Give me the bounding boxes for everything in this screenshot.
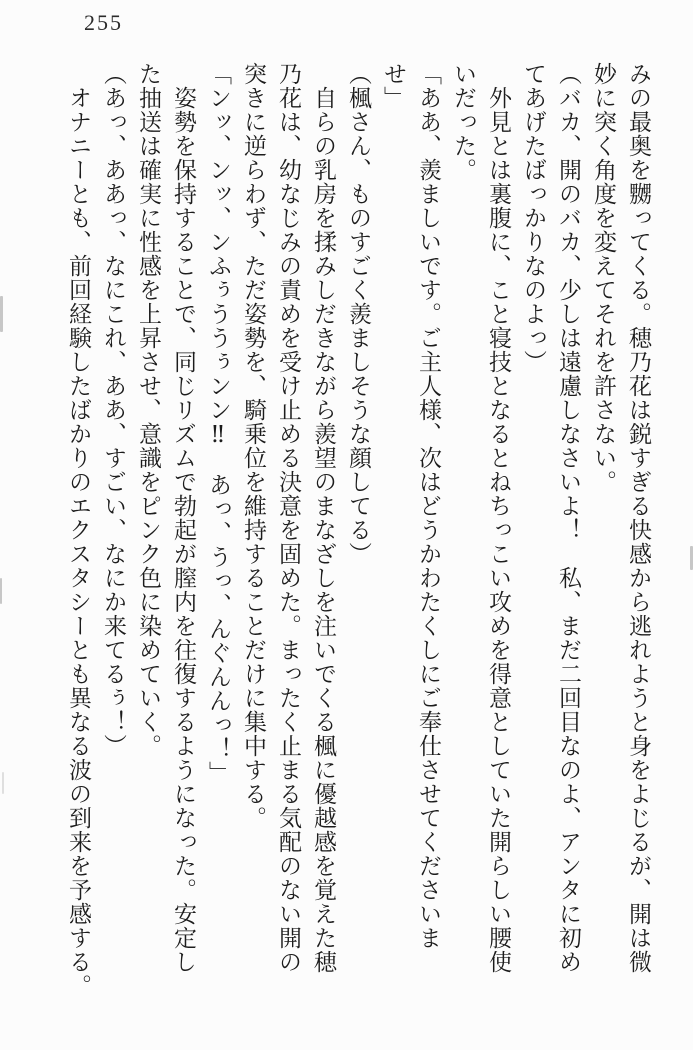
- text-line: た抽送は確実に性感を上昇させ、意識をピンク色に染めていく。: [135, 62, 161, 758]
- text-line: 突きに逆らわず、ただ姿勢を、騎乗位を維持することだけに集中する。: [240, 62, 266, 830]
- text-line: てあげたばっかりなのよっ）: [520, 62, 546, 374]
- page-number: 255: [84, 10, 123, 35]
- text-line: 外見とは裏腹に、こと寝技となるとねちっこい攻めを得意としていた開らしい腰使: [485, 62, 511, 974]
- text-line: いだった。: [450, 62, 476, 182]
- scan-artifact: [0, 578, 2, 604]
- text-line: みの最奥を嬲ってくる。穂乃花は鋭すぎる快感から逃れようと身をよじるが、開は微: [625, 62, 651, 974]
- text-line: 「ンッ、ンッ、ンふぅううぅンン‼ あっ、うっ、んぐんんっ！」: [205, 62, 231, 785]
- text-line: 自らの乳房を揉みしだきながら羨望のまなざしを注いでくる楓に優越感を覚えた穂: [310, 62, 336, 974]
- text-line: 「ああ、羨ましいです。ご主人様、次はどうかわたくしにご奉仕させてくださいま: [415, 62, 441, 950]
- text-line: （楓さん、ものすごく羨ましそうな顔してる）: [345, 62, 371, 566]
- text-line: 姿勢を保持することで、同じリズムで勃起が膣内を往復するようになった。安定し: [170, 62, 196, 974]
- text-line: せ」: [380, 62, 406, 110]
- body-text: [60, 62, 655, 998]
- text-line: 妙に突く角度を変えてそれを許さない。: [590, 62, 616, 494]
- text-line: （バカ、開のバカ、少しは遠慮しなさいよ！ 私、まだ二回目なのよ、アンタに初め: [555, 62, 581, 974]
- text-line: オナニーとも、前回経験したばかりのエクスタシーとも異なる波の到来を予感する。: [65, 62, 91, 998]
- text-line: （あっ、ああっ、なにこれ、ああ、すごい、なにか来てるぅ！）: [100, 62, 126, 758]
- scan-artifact: [0, 296, 3, 332]
- text-line: 乃花は、幼なじみの責めを受け止める決意を固めた。まったく止まる気配のない開の: [275, 62, 301, 974]
- scan-artifact: [2, 772, 4, 794]
